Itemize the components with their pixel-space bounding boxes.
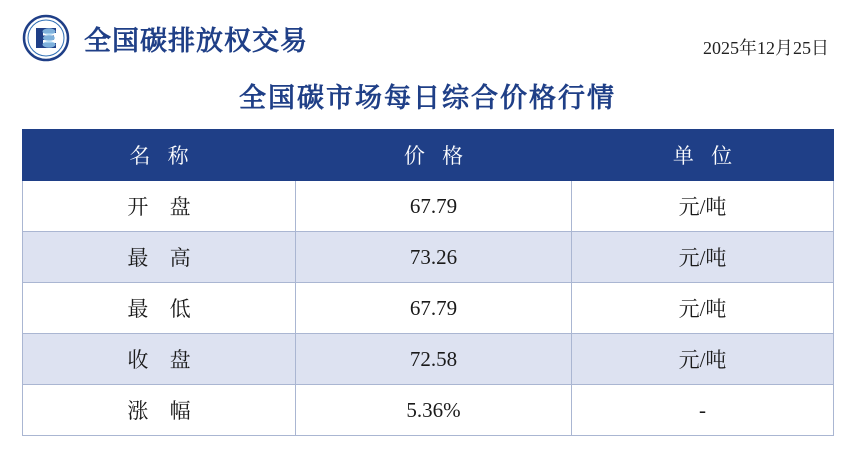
table-row (23, 232, 834, 283)
column-header-unit: 单 位 (572, 130, 834, 181)
report-date: 2025年12月25日 (703, 38, 829, 58)
table-body (23, 181, 834, 436)
price-table (22, 129, 834, 436)
row-value-low-price: 67.79 (296, 283, 572, 334)
row-value-close-price: 72.58 (296, 334, 572, 385)
carbon-exchange-logo-icon (22, 14, 70, 62)
row-label-high: 最 高 (23, 232, 296, 283)
table-row (23, 385, 834, 436)
row-label-close: 收 盘 (23, 334, 296, 385)
page-header (0, 0, 855, 62)
brand-title: 全国碳排放权交易 (84, 25, 308, 56)
table-header-row (23, 130, 834, 181)
row-value-open-price: 67.79 (296, 181, 572, 232)
row-label-open: 开 盘 (23, 181, 296, 232)
table-row (23, 181, 834, 232)
row-unit-high: 元/吨 (572, 232, 834, 283)
row-unit-close: 元/吨 (572, 334, 834, 385)
page-title: 全国碳市场每日综合价格行情 (239, 83, 616, 113)
table-row (23, 334, 834, 385)
column-header-price: 价 格 (296, 130, 572, 181)
table-row (23, 283, 834, 334)
row-unit-low: 元/吨 (572, 283, 834, 334)
column-header-name: 名 称 (23, 130, 296, 181)
table-header (23, 130, 834, 181)
row-label-low: 最 低 (23, 283, 296, 334)
price-table-container (0, 129, 855, 436)
row-label-change: 涨 幅 (23, 385, 296, 436)
row-unit-change: - (572, 385, 834, 436)
row-value-high-price: 73.26 (296, 232, 572, 283)
row-value-change-percent: 5.36% (296, 385, 572, 436)
row-unit-open: 元/吨 (572, 181, 834, 232)
